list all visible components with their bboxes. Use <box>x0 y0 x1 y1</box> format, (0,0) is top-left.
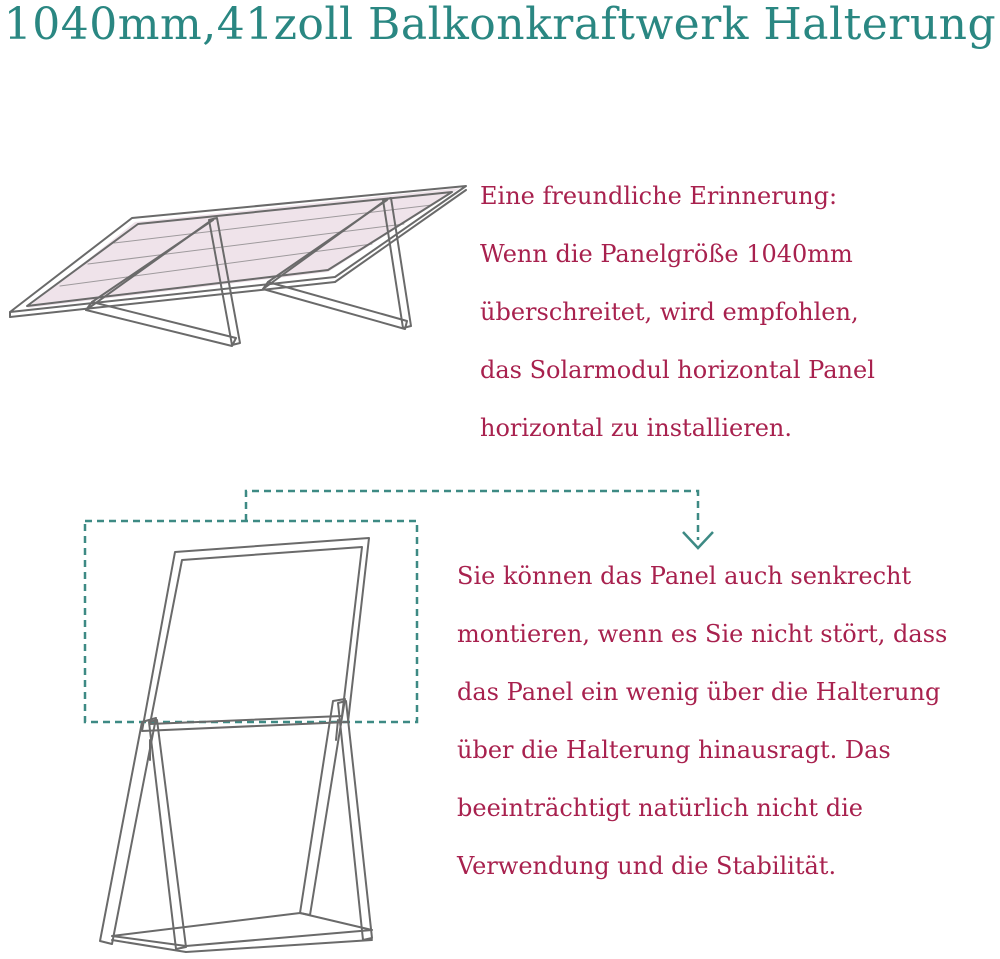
horizontal-mount-illustration <box>10 186 466 346</box>
note-line: montieren, wenn es Sie nicht stört, dass <box>457 620 948 648</box>
note-line: horizontal zu installieren. <box>480 414 792 442</box>
page-title: 1040mm,41zoll Balkonkraftwerk Halterung <box>3 0 997 50</box>
note-line: das Panel ein wenig über die Halterung <box>457 678 941 706</box>
note-line: Verwendung und die Stabilität. <box>457 852 837 880</box>
note-line: über die Halterung hinausragt. Das <box>457 736 891 764</box>
vertical-mount-illustration <box>100 538 372 952</box>
vertical-panel-frame <box>142 538 369 731</box>
note-line: beeinträchtigt natürlich nicht die <box>457 794 863 822</box>
connector-line <box>246 491 698 540</box>
dashed-callout <box>85 491 698 722</box>
note-line: Eine freundliche Erinnerung: <box>480 182 838 210</box>
note-line: das Solarmodul horizontal Panel <box>480 356 875 384</box>
a-frame-bracket <box>100 699 372 952</box>
note-line: überschreitet, wird empfohlen, <box>480 298 859 326</box>
note-line: Wenn die Panelgröße 1040mm <box>480 240 853 268</box>
note-line: Sie können das Panel auch senkrecht <box>457 562 912 590</box>
